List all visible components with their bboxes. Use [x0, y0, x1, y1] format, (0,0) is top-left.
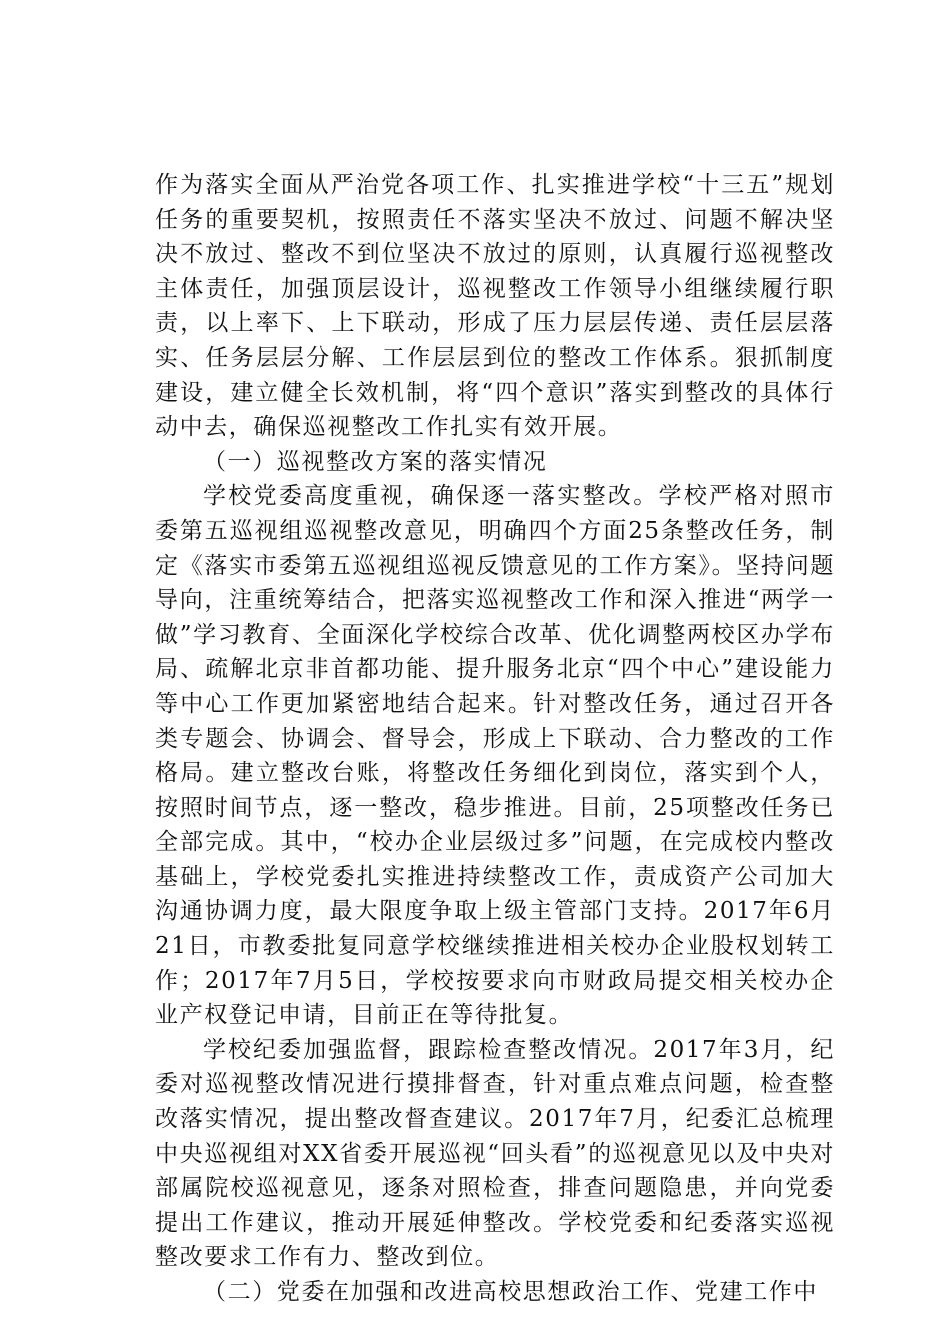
- paragraph-continuation: 作为落实全面从严治党各项工作、扎实推进学校“十三五”规划任务的重要契机，按照责任不落实坚决不放过、问题不解决坚决不放过、整改不到位坚决不放过的原则，认真履行巡视整改主体责任，加强顶层设计，巡视整改工作领导小组继续履行职责，以上率下、上下联动，形成了压力层层传递、责任层层落实、任务层层分解、工作层层到位的整改工作体系。狠抓制度建设，建立健全长效机制，将“四个意识”落实到整改的具体行动中去，确保巡视整改工作扎实有效开展。: [155, 172, 835, 441]
- section-heading-two: （二）党委在加强和改进高校思想政治工作、党建工作中: [203, 1279, 818, 1305]
- document-body: [155, 168, 835, 1310]
- paragraph-party-committee: 学校党委高度重视，确保逐一落实整改。学校严格对照市委第五巡视组巡视整改意见，明确四个方面25条整改任务，制定《落实市委第五巡视组巡视反馈意见的工作方案》。坚持问题导向，注重统筹结合，把落实巡视整改工作和深入推进“两学一做”学习教育、全面深化学校综合改革、优化调整两校区办学布局、疏解北京非首都功能、提升服务北京“四个中心”建设能力等中心工作更加紧密地结合起来。针对整改任务，通过召开各类专题会、协调会、督导会，形成上下联动、合力整改的工作格局。建立整改台账，将整改任务细化到岗位，落实到个人，按照时间节点，逐一整改，稳步推进。目前，25项整改任务已全部完成。其中，“校办企业层级过多”问题，在完成校内整改基础上，学校党委扎实推进持续整改工作，责成资产公司加大沟通协调力度，最大限度争取上级主管部门支持。2017年6月21日，市教委批复同意学校继续推进相关校办企业股权划转工作；2017年7月5日，学校按要求向市财政局提交相关校办企业产权登记申请，目前正在等待批复。: [155, 483, 835, 1029]
- paragraph-discipline-committee: 学校纪委加强监督，跟踪检查整改情况。2017年3月，纪委对巡视整改情况进行摸排督查，针对重点难点问题，检查整改落实情况，提出整改督查建议。2017年7月，纪委汇总梳理中央巡视组对XX省委开展巡视“回头看”的巡视意见以及中央对部属院校巡视意见，逐条对照检查，排查问题隐患，并向党委提出工作建议，推动开展延伸整改。学校党委和纪委落实巡视整改要求工作有力、整改到位。: [155, 1036, 835, 1271]
- section-heading-one: （一）巡视整改方案的落实情况: [203, 448, 548, 475]
